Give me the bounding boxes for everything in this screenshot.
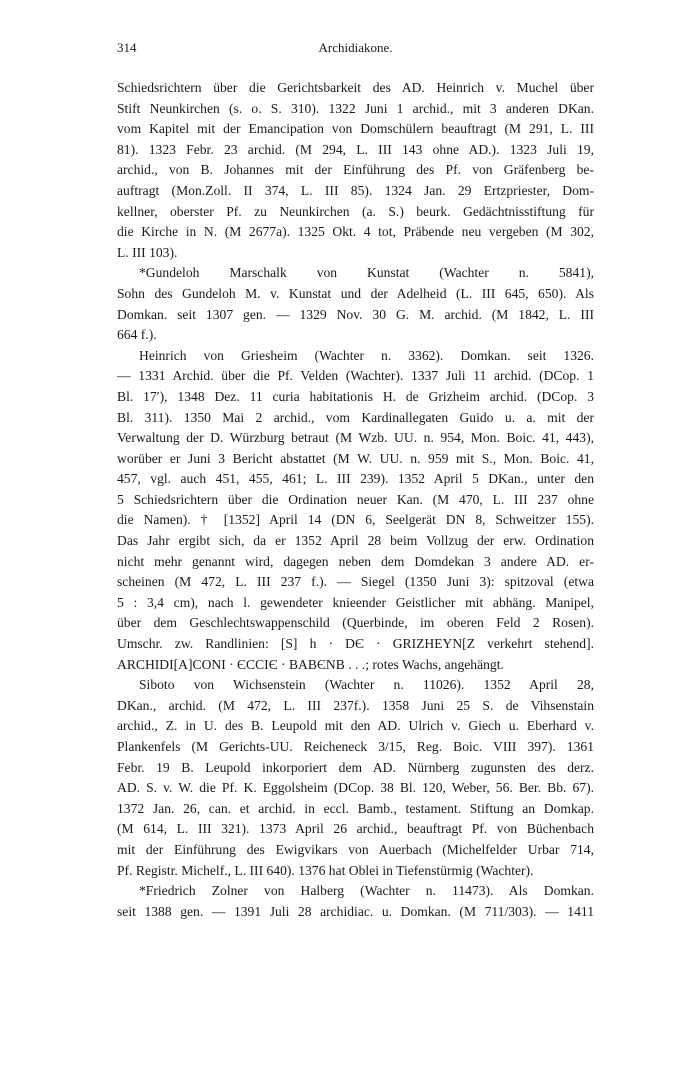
text-line: Pf. Registr. Michelf., L. III 640). 1376 hat Oblei in Tiefenstürmig (Wachter). xyxy=(117,862,534,878)
text-line: Bl. 17′), 1348 Dez. 11 curia habitationis H. de Grizheim archid. (DCop. 3 xyxy=(117,388,594,404)
text-line: auftragt (Mon.Zoll. II 374, L. III 85). 1324 Jan. 29 Ertzpriester, Dom- xyxy=(117,182,594,198)
text-line: ARCHIDI[A]CONI · ЄCCIЄ · BABЄNB . . .; rotes Wachs, angehängt. xyxy=(117,656,504,672)
text-line: 5 Schiedsrichtern über die Ordination neuer Kan. (M 470, L. III 237 ohne xyxy=(117,491,594,507)
text-line: Schiedsrichtern über die Gerichtsbarkeit des AD. Heinrich v. Muchel über xyxy=(117,80,594,95)
text-line: die Kirche in N. (M 2677a). 1325 Okt. 4 tot, Präbende neu vergeben (M 302, xyxy=(117,224,594,240)
text-line: DKan., archid. (M 472, L. III 237f.). 1358 Juni 25 S. de Vihsenstain xyxy=(117,697,594,713)
text-line: über dem Geschlechtswappenschild (Querbinde, im oberen Feld 2 Rosen). xyxy=(117,615,594,631)
text-line: *Friedrich Zolner von Halberg (Wachter n. 11473). Als Domkan. xyxy=(139,883,594,899)
text-line: AD. S. v. W. die Pf. K. Eggolsheim (DCop. 38 Bl. 120, Weber, 56. Ber. Bb. 67). xyxy=(117,780,594,796)
text-line: nicht mehr genannt wird, dagegen neben dem Domdekan 3 andere AD. er- xyxy=(117,553,594,569)
text-line: 457, vgl. auch 451, 455, 461; L. III 239). 1352 April 5 DKan., unter den xyxy=(117,471,594,487)
text-line: Heinrich von Griesheim (Wachter n. 3362). Domkan. seit 1326. xyxy=(139,347,594,363)
running-title: Archidiakone. xyxy=(318,40,393,55)
text-line: Umschr. zw. Randlinien: [S] h · DЄ · GRIZHEYN[Z verkehrt stehend]. xyxy=(117,636,594,652)
text-line: Das Jahr ergibt sich, da er 1352 April 28 beim Vollzug der erw. Ordination xyxy=(117,533,594,549)
text-line: 1372 Jan. 26, can. et archid. in eccl. Bamb., testament. Stiftung an Domkap. xyxy=(117,800,594,816)
text-line: 81). 1323 Febr. 23 archid. (M 294, L. III 143 ohne AD.). 1323 Juli 19, xyxy=(117,141,594,157)
text-line: (M 614, L. III 321). 1373 April 26 archid., beauftragt Pf. von Büchenbach xyxy=(117,821,594,837)
text-line: archid., Z. in U. des B. Leupold mit den AD. Ulrich v. Giech u. Eberhard v. xyxy=(117,718,594,734)
text-line: Siboto von Wichsenstein (Wachter n. 11026). 1352 April 28, xyxy=(139,677,594,693)
document-page xyxy=(117,40,594,922)
text-line: mit der Einführung des Ewigvikars von Auerbach (Michelfelder Urbar 714, xyxy=(117,841,594,857)
text-line: vom Kapitel mit der Emancipation von Domschülern beauftragt (M 291, L. III xyxy=(117,121,594,137)
text-line: Stift Neunkirchen (s. o. S. 310). 1322 Juni 1 archid., mit 3 anderen DKan. xyxy=(117,100,594,116)
text-line: worüber er Juni 3 Bericht abstattet (M W. UU. n. 959 mit S., Mon. Boic. 41, xyxy=(117,450,594,466)
text-line: Plankenfels (M Gerichts-UU. Reicheneck 3/15, Reg. Boic. VIII 397). 1361 xyxy=(117,739,594,754)
text-line: Bl. 311). 1350 Mai 2 archid., vom Kardinallegaten Guido u. a. mit der xyxy=(117,409,594,425)
text-line: Febr. 19 B. Leupold inkorporiert dem AD. Nürnberg zugunsten des derz. xyxy=(117,759,594,775)
page-number: 314 xyxy=(117,40,137,55)
text-line: 5 : 3,4 cm), nach l. gewendeter knieender Geistlicher mit abhäng. Manipel, xyxy=(117,594,594,610)
text-line: L. III 103). xyxy=(117,244,178,260)
text-line: *Gundeloh Marschalk von Kunstat (Wachter n. 5841), xyxy=(139,265,594,281)
text-line: kellner, oberster Pf. zu Neunkirchen (a. S.) beurk. Gedächtnisstiftung für xyxy=(117,203,594,219)
body-text xyxy=(117,78,594,922)
text-line: seit 1388 gen. — 1391 Juli 28 archidiac. u. Domkan. (M 711/303). — 1411 xyxy=(117,903,594,919)
text-line: 664 f.). xyxy=(117,327,157,343)
text-line: — 1331 Archid. über die Pf. Velden (Wachter). 1337 Juli 11 archid. (DCop. 1 xyxy=(117,368,594,384)
text-line: Domkan. seit 1307 gen. — 1329 Nov. 30 G. M. archid. (M 1842, L. III xyxy=(117,306,594,322)
text-line: die Namen). † [1352] April 14 (DN 6, Seelgerät DN 8, Schweitzer 155). xyxy=(117,512,594,528)
text-line: archid., von B. Johannes mit der Einführung des Pf. von Gräfenberg be- xyxy=(117,162,594,178)
text-line: scheinen (M 472, L. III 237 f.). — Siegel (1350 Juni 3): spitzoval (etwa xyxy=(117,574,594,590)
page-header xyxy=(117,40,594,60)
text-line: Sohn des Gundeloh M. v. Kunstat und der Adelheid (L. III 645, 650). Als xyxy=(117,285,594,301)
text-line: Verwaltung der D. Würzburg betraut (M Wzb. UU. n. 954, Mon. Boic. 41, 443), xyxy=(117,430,594,446)
